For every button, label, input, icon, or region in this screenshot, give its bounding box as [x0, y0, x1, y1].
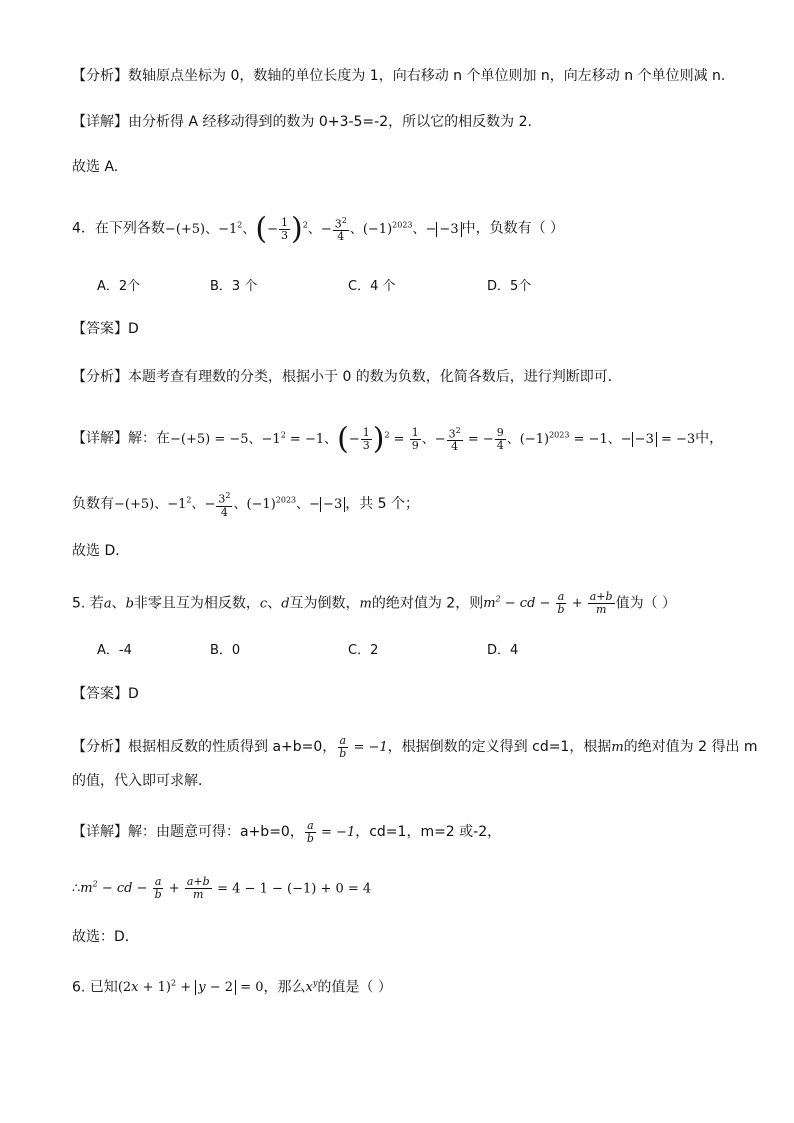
q6-stem-c: 的值是（ ） [317, 979, 392, 996]
q6-stem: 6. 已知$(2x + 1)^2 + y - 2 = 0$，那么$x^y$的值是（ ） [72, 979, 392, 996]
q5-stem: 5. 若a、b非零且互为相反数，c、d互为倒数，m的绝对值为 2，则$m^2$ − cd − $\frac{a}{b}$ + $\frac{a+b}{m}$ 值为（ ） [72, 590, 677, 617]
q3-analysis: 【分析】数轴原点坐标为 0，数轴的单位长度为 1，向右移动 n 个单位则加 n，向左移动 n 个单位则减 n. [72, 68, 726, 84]
q5-stem-c: 互为倒数， [289, 595, 360, 612]
q5-detail: 【详解】解：由题意可得：a+b=0， $\frac{a}{b}$ = −1，cd=1，m=2 或-2， [72, 819, 502, 845]
q4-stem-suffix: 中，负数有（ ） [461, 220, 565, 237]
q4-negatives-suffix: ，共 5 个； [345, 495, 420, 512]
q4-detail [72, 421, 724, 456]
q4-option-d: D．5个 [487, 279, 532, 294]
q4-expression-list: −(+5)、$-1^2$、(− $\frac{1}{3}$ )$^2$、− $\frac{3^2}{4}$ 、$(-1)^{2023}$、− −3 [165, 222, 462, 237]
q5-option-a: A．-4 [97, 643, 132, 658]
q4-negatives-prefix: 负数有 [72, 495, 114, 512]
q4-detail-suffix: 中， [695, 430, 724, 447]
q6-stem-a: 6. 已知 [72, 979, 118, 996]
q5-stem-e: 值为（ ） [615, 595, 677, 612]
q5-option-c: C．2 [348, 643, 379, 658]
q4-option-b: B．3 个 [210, 279, 258, 294]
q5-analysis-line1: 【分析】根据相反数的性质得到 a+b=0， $\frac{a}{b}$ = −1，根据倒数的定义得到 cd=1，根据m的绝对值为 2 得出 m [72, 734, 758, 760]
q4-negatives-expressions: −(+5)、$-1^2$、− $\frac{3^2}{4}$ 、$(-1)^{2023}$、− −3 [114, 497, 345, 512]
q5-option-b: B．0 [210, 643, 241, 658]
q4-negatives [72, 490, 419, 519]
q5-option-d: D．4 [487, 643, 519, 658]
q4-stem [72, 211, 565, 246]
q6-equation: $(2x + 1)^2 + y - 2 = 0$ [117, 979, 264, 996]
q5-detail-a: 【详解】解：由题意可得：a+b=0， [72, 824, 304, 840]
q4-detail-expressions: −(+5) = −5、$-1^2 = -1$、(− $\frac{1}{3}$ )$^2$ = $\frac{1}{9}$ 、− $\frac{3^2}{4}$ = − $\frac{9}{4}$ 、$(-1)^{2023} = -1$、− −3 = −3 [170, 421, 696, 456]
q5-stem-d: 的绝对值为 2，则 [371, 595, 484, 612]
q5-calc-result: = 4 − 1 − (−1) + 0 = 4 [217, 881, 372, 897]
q3-answer-choice: 故选 A. [72, 159, 119, 175]
q4-option-a: A．2个 [97, 279, 141, 294]
q6-stem-b: ，那么 [263, 979, 306, 996]
q5-detail-b: ，cd=1，m=2 或-2， [355, 824, 502, 840]
q5-analysis-1c: 的绝对值为 2 得出 m [623, 739, 758, 755]
q4-analysis: 【分析】本题考查有理数的分类，根据小于 0 的数为负数，化简各数后，进行判断即可． [72, 369, 622, 385]
q5-answer-choice: 故选：D． [72, 929, 139, 945]
q5-stem-a: 5. 若 [72, 595, 104, 612]
q4-answer: 【答案】D [72, 321, 139, 337]
q5-calculation: $\therefore m^2$ − cd − $\frac{a}{b}$ + $\frac{a+b}{m}$ = 4 − 1 − (−1) + 0 = 4 [72, 875, 372, 902]
q4-answer-choice: 故选 D． [72, 543, 130, 559]
q5-analysis-1b: ，根据倒数的定义得到 cd=1，根据 [387, 739, 612, 755]
q5-stem-b: 非零且互为相反数， [133, 595, 260, 612]
q3-detail: 【详解】由分析得 A 经移动得到的数为 0+3-5=-2，所以它的相反数为 2. [72, 114, 532, 130]
q4-option-c: C．4 个 [348, 279, 396, 294]
q5-expression: $m^2$ − cd − $\frac{a}{b}$ + $\frac{a+b}{m}$ [483, 590, 613, 617]
q5-analysis-1a: 【分析】根据相反数的性质得到 a+b=0， [72, 739, 337, 755]
q4-detail-prefix: 【详解】解：在 [72, 430, 170, 447]
q5-answer: 【答案】D [72, 686, 139, 702]
q5-analysis-line2: 的值，代入即可求解． [72, 773, 212, 789]
q4-stem-prefix: 4．在下列各数 [72, 220, 165, 237]
